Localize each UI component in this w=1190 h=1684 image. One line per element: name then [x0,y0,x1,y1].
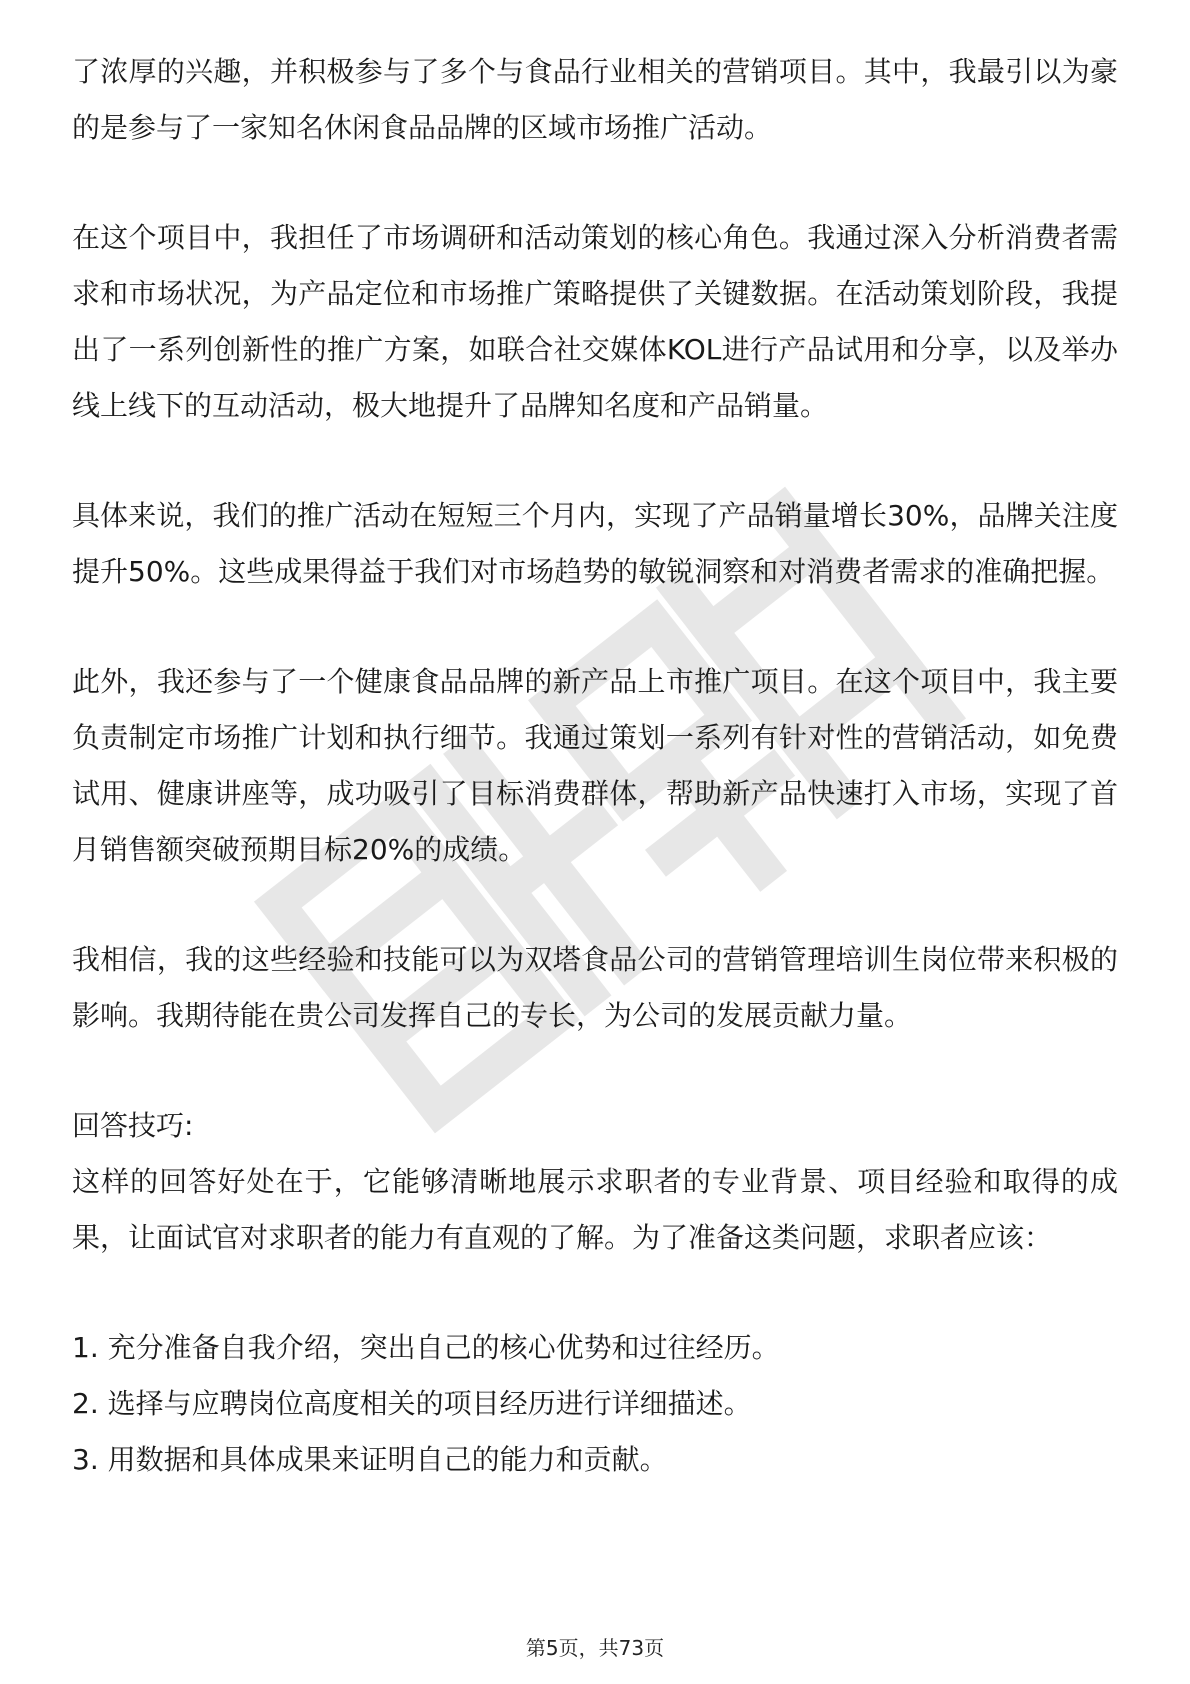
document-body [72,44,1118,1488]
page-number: 第5页，共73页 [525,1636,665,1660]
paragraph-5: 我相信，我的这些经验和技能可以为双塔食品公司的营销管理培训生岗位带来积极的影响。我期待能在贵公司发挥自己的专长，为公司的发展贡献力量。 [72,943,1118,1032]
list-item: 2. 选择与应聘岗位高度相关的项目经历进行详细描述。 [72,1387,752,1420]
paragraph-4: 此外，我还参与了一个健康食品品牌的新产品上市推广项目。在这个项目中，我主要负责制定市场推广计划和执行细节。我通过策划一系列有针对性的营销活动，如免费试用、健康讲座等，成功吸引了目标消费群体，帮助新产品快速打入市场，实现了首月销售额突破预期目标20%的成绩。 [72,665,1118,866]
tips-list [72,1320,1118,1488]
list-item: 3. 用数据和具体成果来证明自己的能力和贡献。 [72,1443,668,1476]
tips-heading: 回答技巧: [72,1109,194,1142]
paragraph-1: 了浓厚的兴趣，并积极参与了多个与食品行业相关的营销项目。其中，我最引以为豪的是参与了一家知名休闲食品品牌的区域市场推广活动。 [72,55,1118,144]
tips-intro: 这样的回答好处在于，它能够清晰地展示求职者的专业背景、项目经验和取得的成果，让面试官对求职者的能力有直观的了解。为了准备这类问题，求职者应该： [72,1165,1118,1254]
list-item: 1. 充分准备自我介绍，突出自己的核心优势和过往经历。 [72,1331,780,1364]
paragraph-3: 具体来说，我们的推广活动在短短三个月内，实现了产品销量增长30%，品牌关注度提升50%。这些成果得益于我们对市场趋势的敏锐洞察和对消费者需求的准确把握。 [72,499,1118,588]
paragraph-2: 在这个项目中，我担任了市场调研和活动策划的核心角色。我通过深入分析消费者需求和市场状况，为产品定位和市场推广策略提供了关键数据。在活动策划阶段，我提出了一系列创新性的推广方案，如联合社交媒体KOL进行产品试用和分享，以及举办线上线下的互动活动，极大地提升了品牌知名度和产品销量。 [72,221,1118,422]
